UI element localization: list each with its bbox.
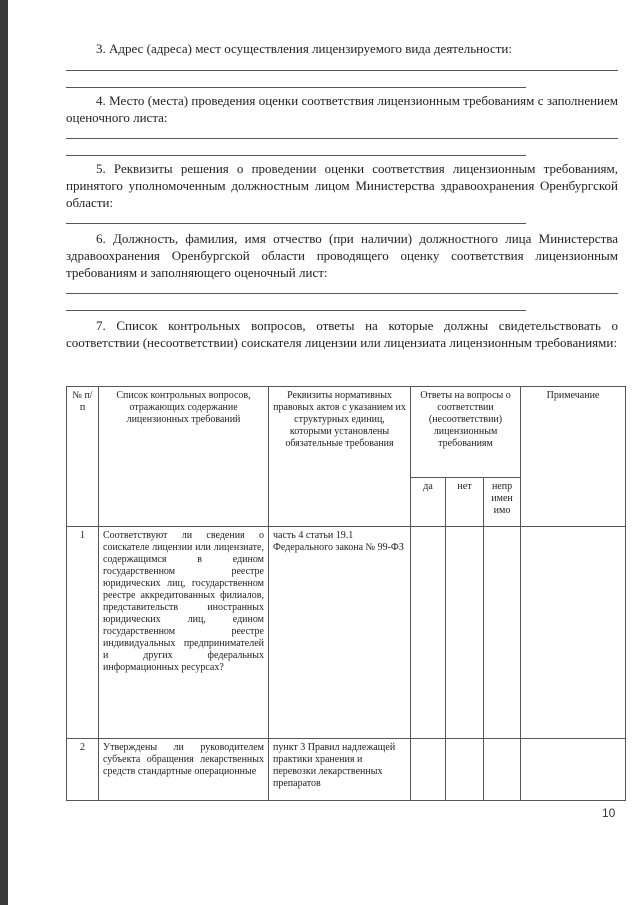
section-3-text: 3. Адрес (адреса) мест осуществления лицензируемого вида деятельности: <box>96 41 512 56</box>
section-4-fill-line-2 <box>66 155 526 156</box>
row-2-note-cell <box>521 739 626 801</box>
section-4-text: 4. Место (места) проведения оценки соответствия лицензионным требованиям с заполнением оценочного листа: <box>66 93 618 125</box>
row-2-yes-cell <box>411 739 446 801</box>
checklist-table-wrap <box>66 386 625 801</box>
page-number: 10 <box>602 806 616 820</box>
table-row <box>67 527 626 739</box>
row-1-requisite: часть 4 статьи 19.1 Федерального закона № 99-ФЗ <box>269 527 411 739</box>
row-1-no-cell <box>446 527 484 739</box>
section-6-fill-line-2 <box>66 310 526 311</box>
row-2-question: Утверждены ли руководителем субъекта обращения лекарственных средств стандартные операционные <box>99 739 269 801</box>
header-yes: да <box>411 478 446 527</box>
section-6-text: 6. Должность, фамилия, имя отчество (при наличии) должностного лица Министерства здравоохранения Оренбургской области проводящего оценку соответствия лицензионным требованиям и заполняющего оценочный лист: <box>66 231 618 280</box>
header-no: нет <box>446 478 484 527</box>
row-1-note-cell <box>521 527 626 739</box>
row-1-yes-cell <box>411 527 446 739</box>
table-header-row <box>67 387 626 478</box>
row-1-num: 1 <box>67 527 99 739</box>
section-3-fill-line-2 <box>66 87 526 88</box>
row-2-num: 2 <box>67 739 99 801</box>
page-edge <box>0 0 8 905</box>
header-num: № п/п <box>67 387 99 527</box>
header-not-applicable: непр имен имо <box>484 478 521 527</box>
table-row <box>67 739 626 801</box>
section-4-fill-line <box>66 138 618 139</box>
row-1-question: Соответствуют ли сведения о соискателе лицензии или лицензиате, содержащимся в едином государственном реестре юридических лиц, государственном реестре аккредитованных филиалов, представительств иностранных юридических лиц, едином государственном реестре индивидуальных предпринимателей и других федеральных информационных ресурсах? <box>99 527 269 739</box>
section-3-fill-line <box>66 70 618 71</box>
section-7-text: 7. Список контрольных вопросов, ответы на которые должны свидетельствовать о соответствии (несоответствии) соискателя лицензии или лицензиата лицензионным требованиями: <box>66 318 618 350</box>
section-6-fill-line <box>66 293 618 294</box>
row-1-na-cell <box>484 527 521 739</box>
checklist-table <box>66 386 626 801</box>
header-requisites: Реквизиты нормативных правовых актов с указанием их структурных единиц, которыми установлены обязательные требования <box>269 387 411 527</box>
row-2-no-cell <box>446 739 484 801</box>
header-note: Примечание <box>521 387 626 527</box>
document-body <box>66 40 618 351</box>
section-5-text: 5. Реквизиты решения о проведении оценки соответствия лицензионным требованиям, принятого уполномоченным должностным лицом Министерства здравоохранения Оренбургской области: <box>66 161 618 210</box>
header-questions: Список контрольных вопросов, отражающих содержание лицензионных требований <box>99 387 269 527</box>
row-2-requisite: пункт 3 Правил надлежащей практики хранения и перевозки лекарственных препаратов <box>269 739 411 801</box>
section-5-fill-line <box>66 223 526 224</box>
row-2-na-cell <box>484 739 521 801</box>
header-answers: Ответы на вопросы о соответствии (несоответствии) лицензионным требованиям <box>411 387 521 478</box>
